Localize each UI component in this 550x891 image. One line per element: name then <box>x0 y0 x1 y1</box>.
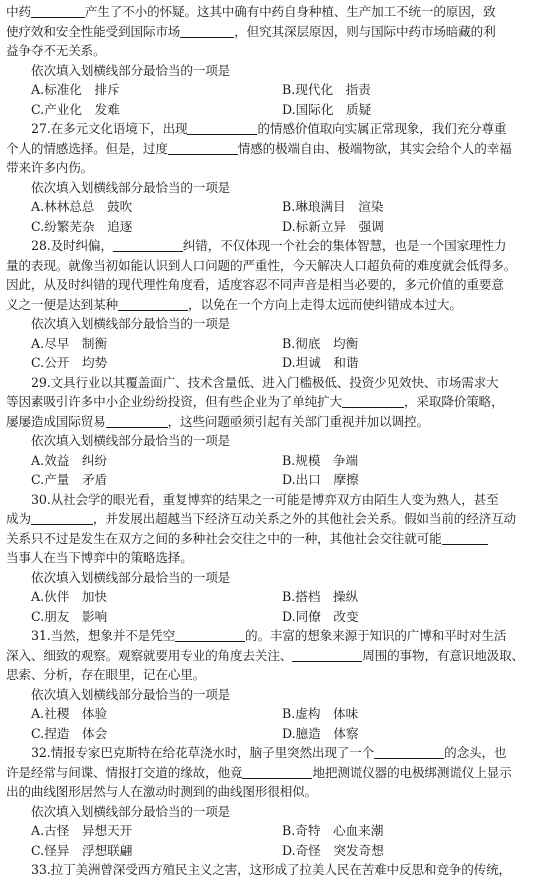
q28-option-a: A.尽早 制衡 <box>31 335 108 351</box>
q28-stem-line-4: 义之一便是达到某种 ，以免在一个方向上走得太远而使纠错成本过大。 <box>6 296 462 312</box>
answer-blank <box>442 531 488 545</box>
answer-blank <box>292 648 362 662</box>
q28-stem-line-2: 量的表现。就像当初如能认识到人口问题的严重性，今天解决人口超负荷的难度就会低得多。 <box>6 257 517 273</box>
q32-stem-line-2: 许是经常与间谍、情报打交道的缘故，他竟 地把测谎仪器的电极绑测谎仪上显示 <box>6 764 512 780</box>
q29-prompt: 依次填入划横线部分最恰当的一项是 <box>31 433 231 448</box>
q32-options-row-2 <box>6 841 544 861</box>
q32-prompt: 依次填入划横线部分最恰当的一项是 <box>31 803 231 819</box>
q28-options-row-1 <box>6 334 544 354</box>
answer-blank <box>168 141 238 155</box>
q28-stem-line-3: 因此，从及时纠错的现代理性角度看，适度容忍不同声音是相当必要的，多元价值的重要意 <box>6 277 504 292</box>
q27-stem-line-3: 带来许多内伤。 <box>6 160 94 175</box>
q32-stem-line-1: 32.情报专家巴克斯特在给花草浇水时，脑子里突然出现了一个 的念头，也 <box>31 745 507 760</box>
q29-stem-line-1: 29.文具行业以其覆盖面广、技术含量低、进入门槛极低、投资少见效快、市场需求大 <box>31 374 499 390</box>
answer-blank <box>242 765 312 779</box>
q27-stem-line-1: 27.在多元文化语境下，出现 的情感价值取向实属正常现象，我们充分尊重 <box>31 121 507 136</box>
q32-option-d: D.奇怪 突发奇想 <box>282 842 384 858</box>
answer-blank <box>187 121 257 135</box>
answer-blank <box>106 414 168 428</box>
q31-option-c: C.捏造 体会 <box>31 725 108 741</box>
q27-option-a: A.林林总总 鼓吹 <box>31 199 133 214</box>
q32-options-row-1 <box>6 821 544 841</box>
q29-stem-line-3: 屡屡造成国际贸易 ，这些问题亟须引起有关部门重视并加以调控。 <box>6 413 429 429</box>
q31-option-b: B.虚构 体味 <box>282 706 359 721</box>
q30-stem-line-2: 成为 ，并发展出超越当下经济互动关系之外的其他社会关系。假如当前的经济互动 <box>6 511 516 526</box>
q29-option-a: A.效益 纠纷 <box>31 452 108 468</box>
q30-options-row-2 <box>6 607 544 627</box>
q31-stem-line-2: 深入、细致的观察。观察就要用专业的角度去关注、 周围的事物，有意识地汲取、 <box>6 647 524 663</box>
q33-stem-line-1: 33.拉丁美洲曾深受西方殖民主义之害，这形成了拉美人民在苦难中反思和竞争的传统， <box>31 862 511 877</box>
q32-option-a: A.古怪 异想天开 <box>31 823 133 838</box>
answer-blank <box>31 511 93 525</box>
q27-options-row-1 <box>6 197 544 217</box>
q26-stem-line-1: 中药 产生了不小的怀疑。这其中确有中药自身种植、生产加工不统一的原因，致 <box>6 4 496 19</box>
q28-options-row-2 <box>6 353 544 373</box>
q27-option-d: D.标新立异 强调 <box>282 218 384 234</box>
q29-option-b: B.规模 争端 <box>282 452 359 468</box>
q29-options-row-2 <box>6 470 544 490</box>
q27-stem-line-2: 个人的情感选择。但是，过度 情感的极端自由、极端物欲，其实会给个人的幸福 <box>6 140 512 156</box>
q26-option-d: D.国际化 质疑 <box>282 101 372 117</box>
q30-option-c: C.朋友 影响 <box>31 608 108 624</box>
q32-option-b: B.奇特 心血来潮 <box>282 823 384 838</box>
q27-option-b: B.琳琅满目 渲染 <box>282 199 384 214</box>
q30-options-row-1 <box>6 587 544 607</box>
q32-option-c: C.怪异 浮想联翩 <box>31 842 133 858</box>
q31-stem-line-3: 思索、分析，存在眼里，记在心里。 <box>6 667 206 682</box>
answer-blank <box>118 297 188 311</box>
q26-options-row-2 <box>6 100 544 120</box>
q29-stem-line-2: 等因素吸引许多中小企业纷纷投资，但有些企业为了单纯扩大 ，采取降价策略， <box>6 394 504 409</box>
q31-option-a: A.社稷 体验 <box>31 706 108 721</box>
answer-blank <box>175 628 245 642</box>
q27-option-c: C.纷繁芜杂 追逐 <box>31 218 133 234</box>
q26-option-b: B.现代化 指责 <box>282 82 371 97</box>
q28-prompt: 依次填入划横线部分最恰当的一项是 <box>31 316 231 331</box>
q31-stem-line-1: 31.当然，想象并不是凭空 的。丰富的想象来源于知识的广博和平时对生活 <box>31 628 507 643</box>
q30-prompt: 依次填入划横线部分最恰当的一项是 <box>31 569 231 585</box>
q26-option-a: A.标准化 排斥 <box>31 82 120 97</box>
q31-options-row-1 <box>6 704 544 724</box>
q28-stem-line-1: 28.及时纠偏， 纠错，不仅体现一个社会的集体智慧，也是一个国家理性力 <box>31 238 507 253</box>
q31-options-row-2 <box>6 724 544 744</box>
answer-blank <box>113 238 183 252</box>
q28-option-d: D.坦诚 和谐 <box>282 355 359 370</box>
q30-stem-line-1: 30.从社会学的眼光看，重复博弈的结果之一可能是博弈双方由陌生人变为熟人，甚至 <box>31 491 499 507</box>
q27-options-row-2 <box>6 217 544 237</box>
q31-prompt: 依次填入划横线部分最恰当的一项是 <box>31 686 231 702</box>
q26-stem-line-2: 使疗效和安全性能受到国际市场 ，但究其深层原因，则与国际中药市场暗藏的利 <box>6 23 496 39</box>
q31-option-d: D.臆造 体察 <box>282 725 359 741</box>
q30-stem-line-4: 当事人在当下博弈中的策略选择。 <box>6 550 193 565</box>
answer-blank <box>180 24 234 38</box>
answer-blank <box>342 394 404 408</box>
q30-option-a: A.伙伴 加快 <box>31 589 108 604</box>
q29-option-d: D.出口 摩擦 <box>282 472 359 487</box>
q30-option-d: D.同僚 改变 <box>282 608 359 624</box>
q29-option-c: C.产量 矛盾 <box>31 472 108 487</box>
q26-options-row-1 <box>6 80 544 100</box>
q26-prompt: 依次填入划横线部分最恰当的一项是 <box>31 62 231 78</box>
q27-prompt: 依次填入划横线部分最恰当的一项是 <box>31 179 231 195</box>
q28-option-c: C.公开 均势 <box>31 355 108 370</box>
q29-options-row-1 <box>6 451 544 471</box>
q26-option-c: C.产业化 发难 <box>31 101 120 117</box>
q30-stem-line-3: 关系只不过是发生在双方之间的多种社会交往之中的一种，其他社会交往就可能 <box>6 529 544 549</box>
q32-stem-line-3: 出的曲线图形居然与人在激动时测到的曲线图形很相似。 <box>6 784 318 799</box>
answer-blank <box>374 745 444 759</box>
q30-option-b: B.搭档 操纵 <box>282 589 359 604</box>
q28-option-b: B.彻底 均衡 <box>282 335 359 351</box>
answer-blank <box>31 4 85 18</box>
q26-stem-line-3: 益争夺不无关系。 <box>6 43 106 58</box>
